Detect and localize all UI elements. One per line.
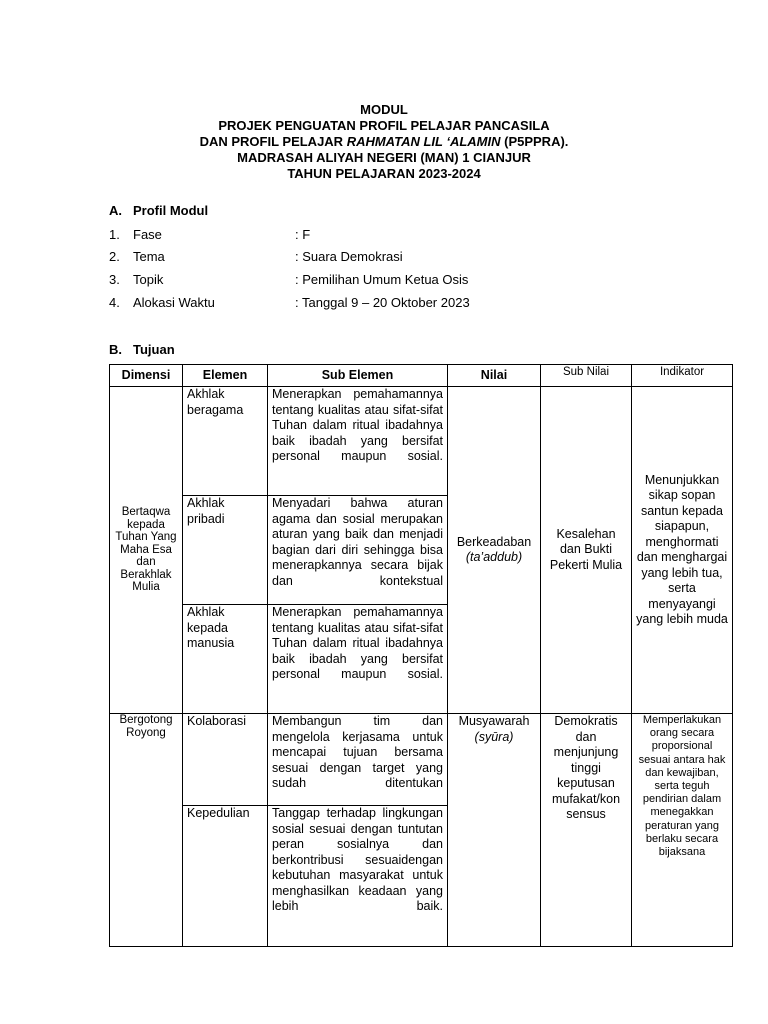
profile-label: Topik bbox=[133, 272, 164, 287]
profile-num: 4. bbox=[109, 295, 120, 310]
title-line-3 bbox=[0, 134, 768, 150]
table-header-row bbox=[110, 365, 733, 387]
nilai-italic: (syūra) bbox=[474, 729, 514, 744]
header-indikator: Indikator bbox=[632, 365, 733, 387]
title-line-3-suffix: (P5PPRA). bbox=[500, 134, 569, 149]
profile-num: 3. bbox=[109, 272, 120, 287]
title-line-3-prefix: DAN PROFIL PELAJAR bbox=[199, 134, 347, 149]
profile-label: Alokasi Waktu bbox=[133, 295, 215, 310]
profile-row-alokasi-waktu bbox=[109, 295, 709, 310]
nilai-italic: (ta’addub) bbox=[465, 550, 523, 564]
cell-sub-elemen: Menerapkan pemahamannya tentang kualitas atau sifat-sifat Tuhan dalam ritual ibadahnya baik ibadah yang bersifat personal maupun sosial. bbox=[268, 605, 448, 714]
header-nilai: Nilai bbox=[448, 365, 541, 387]
profile-value: : Suara Demokrasi bbox=[295, 249, 403, 264]
title-line-1: MODUL bbox=[360, 102, 408, 117]
cell-elemen: Akhlak beragama bbox=[183, 387, 268, 496]
section-a-label: Profil Modul bbox=[133, 203, 209, 218]
section-b-letter: B. bbox=[109, 342, 122, 357]
title-line-4: MADRASAH ALIYAH NEGERI (MAN) 1 CIANJUR bbox=[237, 150, 531, 165]
profile-value: : Pemilihan Umum Ketua Osis bbox=[295, 272, 469, 287]
profile-row-tema bbox=[109, 249, 709, 264]
section-b-heading bbox=[109, 342, 175, 357]
section-b-label: Tujuan bbox=[133, 342, 175, 357]
cell-nilai-2 bbox=[448, 714, 541, 947]
profile-num: 1. bbox=[109, 227, 120, 242]
profile-label: Tema bbox=[133, 249, 165, 264]
header-dimensi: Dimensi bbox=[110, 365, 183, 387]
cell-elemen: Kepedulian bbox=[183, 806, 268, 947]
tujuan-table bbox=[109, 364, 733, 947]
section-a-heading bbox=[109, 203, 208, 218]
document-title bbox=[0, 102, 768, 182]
cell-elemen: Akhlak kepada manusia bbox=[183, 605, 268, 714]
table-row bbox=[110, 714, 733, 806]
profile-label: Fase bbox=[133, 227, 162, 242]
profile-value: : F bbox=[295, 227, 311, 242]
cell-indikator-1: Menunjukkan sikap sopan santun kepada siapapun, menghormati dan menghargai yang lebih tua, serta menyayangi yang lebih muda bbox=[632, 387, 733, 714]
cell-elemen: Kolaborasi bbox=[183, 714, 268, 806]
section-a-letter: A. bbox=[109, 203, 122, 218]
cell-sub-nilai-2: Demokratis dan menjunjung tinggi keputusan mufakat/kon sensus bbox=[541, 714, 632, 947]
profile-value: : Tanggal 9 – 20 Oktober 2023 bbox=[295, 295, 470, 310]
cell-dimensi-2: Bergotong Royong bbox=[110, 714, 183, 947]
header-sub-nilai: Sub Nilai bbox=[541, 365, 632, 387]
cell-sub-elemen: Tanggap terhadap lingkungan sosial sesuai dengan tuntutan peran sosialnya dan berkontribusi sesuaidengan kebutuhan masyarakat untuk menghasilkan keadaan yang lebih baik. bbox=[268, 806, 448, 947]
title-line-2: PROJEK PENGUATAN PROFIL PELAJAR PANCASILA bbox=[218, 118, 550, 133]
nilai-label: Berkeadaban bbox=[456, 534, 532, 549]
cell-sub-nilai-1: Kesalehan dan Bukti Pekerti Mulia bbox=[541, 387, 632, 714]
header-elemen: Elemen bbox=[183, 365, 268, 387]
cell-elemen: Akhlak pribadi bbox=[183, 496, 268, 605]
profile-row-topik bbox=[109, 272, 709, 287]
cell-dimensi-1: Bertaqwa kepada Tuhan Yang Maha Esa dan Berakhlak Mulia bbox=[110, 387, 183, 714]
header-sub-elemen: Sub Elemen bbox=[268, 365, 448, 387]
cell-sub-elemen: Menyadari bahwa aturan agama dan sosial merupakan aturan yang baik dan menjadi bagian dari diri sehingga bisa menerapkannya secara bijak dan kontekstual bbox=[268, 496, 448, 605]
cell-nilai-1 bbox=[448, 387, 541, 714]
profile-num: 2. bbox=[109, 249, 120, 264]
nilai-label: Musyawarah bbox=[458, 714, 530, 728]
profile-row-fase bbox=[109, 227, 709, 242]
title-line-5: TAHUN PELAJARAN 2023-2024 bbox=[287, 166, 481, 181]
title-line-3-italic: RAHMATAN LIL ‘ALAMIN bbox=[346, 134, 501, 149]
cell-sub-elemen: Membangun tim dan mengelola kerjasama untuk mencapai tujuan bersama sesuai dengan target yang sudah ditentukan bbox=[268, 714, 448, 806]
cell-indikator-2: Memperlakukan orang secara proporsional sesuai antara hak dan kewajiban, serta teguh pendirian dalam menegakkan peraturan yang berlaku secara bijaksana bbox=[632, 714, 733, 947]
table-row bbox=[110, 387, 733, 496]
cell-sub-elemen: Menerapkan pemahamannya tentang kualitas atau sifat-sifat Tuhan dalam ritual ibadahnya baik ibadah yang bersifat personal maupun sosial. bbox=[268, 387, 448, 496]
